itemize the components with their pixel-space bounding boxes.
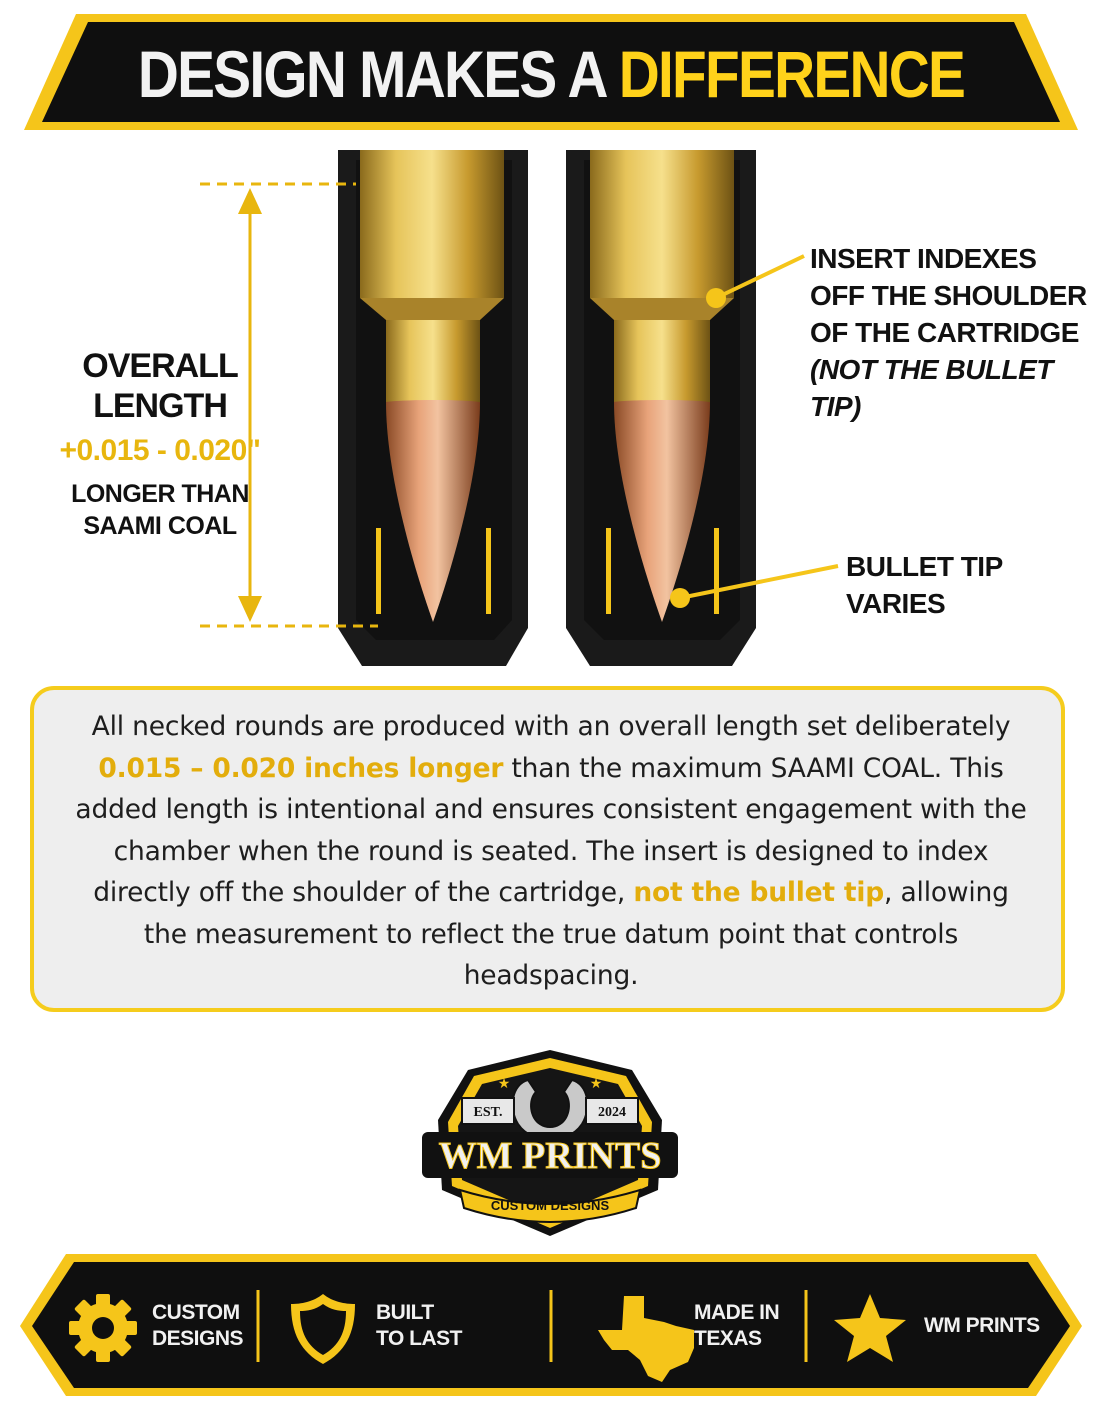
desc-highlight2: not the bullet tip — [633, 877, 885, 908]
footer-item-line2: TO LAST — [376, 1327, 462, 1350]
tip-callout-label — [846, 548, 1076, 622]
gear-icon — [69, 1294, 137, 1362]
tip-callout-dot — [670, 588, 690, 608]
desc-part2: than the maximum SAAMI COAL. This added length is intentional and ensures consistent engagement with the chamber when the round is seated. The insert is designed to index directly off the shoulder of the cartridge, — [75, 752, 1027, 908]
svg-text:★: ★ — [589, 1075, 603, 1091]
insert-line4: (NOT THE BULLET TIP) — [810, 354, 1053, 422]
footer-item-custom-designs — [152, 1300, 243, 1352]
footer-item-made-in-texas — [694, 1300, 779, 1352]
footer-item-built-to-last — [376, 1300, 462, 1352]
footer-item-line2: DESIGNS — [152, 1327, 244, 1350]
footer-item-line1: CUSTOM — [152, 1301, 240, 1324]
insert-line3: OF THE CARTRIDGE — [810, 317, 1079, 348]
svg-text:★: ★ — [497, 1075, 511, 1091]
title-yellow-part: DIFFERENCE — [618, 37, 965, 111]
arrow-up-icon — [238, 188, 262, 214]
shoulder-callout-dot — [706, 288, 726, 308]
arrow-down-icon — [238, 596, 262, 622]
footer-item-line1: WM PRINTS — [924, 1314, 1040, 1337]
oal-sub-line1: LONGER THAN — [71, 480, 249, 508]
footer-item-line2: TEXAS — [694, 1327, 762, 1350]
wm-prints-logo — [400, 1040, 700, 1240]
page-title — [77, 36, 1025, 112]
desc-part1: All necked rounds are produced with an overall length set deliberately — [91, 711, 1011, 742]
insert-line1: INSERT INDEXES — [810, 243, 1037, 274]
overall-length-title: OVERALL LENGTH — [82, 347, 238, 425]
desc-part3: , allowing the measurement to reflect the true datum point that controls headspacing. — [143, 877, 1009, 991]
tip-line2: VARIES — [846, 588, 946, 619]
footer-item-wm-prints — [924, 1313, 1040, 1339]
insert-line2: OFF THE SHOULDER — [810, 280, 1087, 311]
title-white-part: DESIGN MAKES A — [137, 37, 605, 111]
footer-item-line1: MADE IN — [694, 1301, 780, 1324]
overall-length-subtitle — [40, 478, 280, 542]
insert-callout-label — [810, 240, 1100, 425]
logo-year: 2024 — [598, 1105, 626, 1120]
description-text — [70, 706, 1032, 997]
logo-tagline: CUSTOM DESIGNS — [490, 1198, 610, 1213]
logo-brand: WM PRINTS — [438, 1135, 662, 1177]
footer-item-line1: BUILT — [376, 1301, 434, 1324]
tip-line1: BULLET TIP — [846, 551, 1003, 582]
desc-highlight1: 0.015 – 0.020 inches longer — [98, 752, 504, 784]
oal-sub-line2: SAAMI COAL — [83, 512, 237, 540]
logo-est: EST. — [473, 1105, 503, 1120]
overall-length-value: +0.015 - 0.020" — [59, 434, 261, 467]
